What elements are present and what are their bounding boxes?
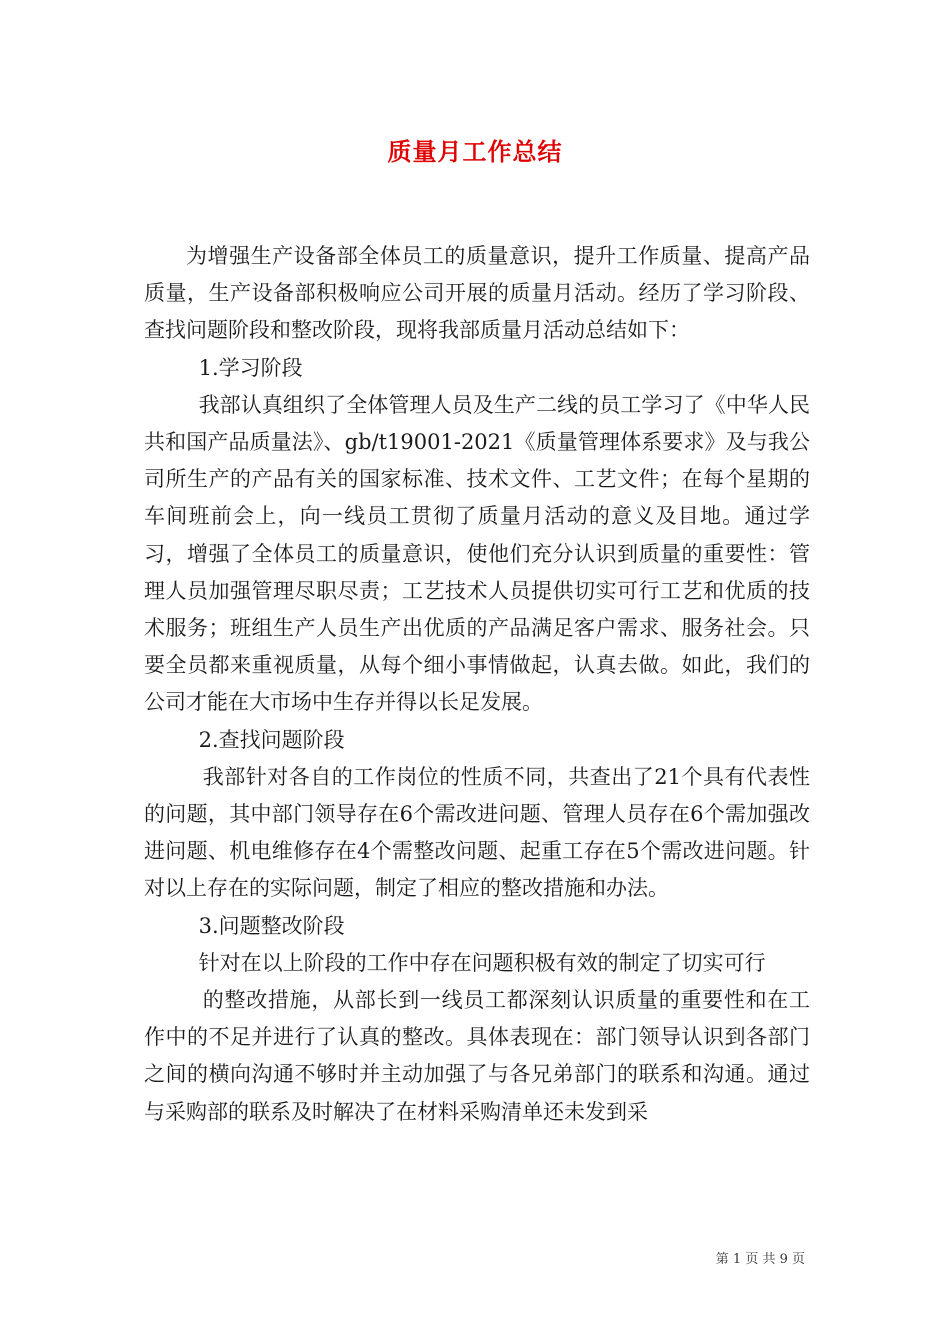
rectification-paragraph-line: 针对在以上阶段的工作中存在问题积极有效的制定了切实可行 [198, 950, 766, 975]
section-heading-rectification: 3.问题整改阶段 [198, 913, 345, 938]
study-paragraph: 我部认真组织了全体管理人员及生产二线的员工学习了《中华人民共和国产品质量法》、gb/t19001-2021《质量管理体系要求》及与我公司所生产的产品有关的国家标准、技术文件、工艺文件；在每个星期的车间班前会上，向一线员工贯彻了质量月活动的意义及目地。通过学习，增强了全体员工的质量意识，使他们充分认识到质量的重要性：管理人员加强管理尽职尽责；工艺技术人员提供切实可行工艺和优质的技术服务；班组生产人员生产出优质的产品满足客户需求、服务社会。只要全员都来重视质量，从每个细小事情做起，认真去做。如此，我们的公司才能在大市场中生存并得以长足发展。 [144, 392, 810, 715]
intro-paragraph: 为增强生产设备部全体员工的质量意识，提升工作质量、提高产品质量，生产设备部积极响应公司开展的质量月活动。经历了学习阶段、查找问题阶段和整改阶段，现将我部质量月活动总结如下： [144, 244, 810, 343]
section-heading-find-problems: 2.查找问题阶段 [198, 727, 345, 752]
document-title: 质量月工作总结 [387, 137, 563, 166]
section-heading-study: 1.学习阶段 [198, 355, 303, 380]
find-problems-paragraph: 我部针对各自的工作岗位的性质不同，共查出了21个具有代表性的问题，其中部门领导存在6个需改进问题、管理人员存在6个需加强改进问题、机电维修存在4个需整改问题、起重工存在5个需改进问题。针对以上存在的实际问题，制定了相应的整改措施和办法。 [144, 764, 810, 901]
rectification-paragraph: 的整改措施，从部长到一线员工都深刻认识质量的重要性和在工作中的不足并进行了认真的整改。具体表现在：部门领导认识到各部门之间的横向沟通不够时并主动加强了与各兄弟部门的联系和沟通。通过与采购部的联系及时解决了在材料采购清单还未发到采 [144, 988, 810, 1124]
page-number-footer: 第 1 页 共 9 页 [715, 1252, 805, 1267]
document-body [144, 238, 810, 1131]
